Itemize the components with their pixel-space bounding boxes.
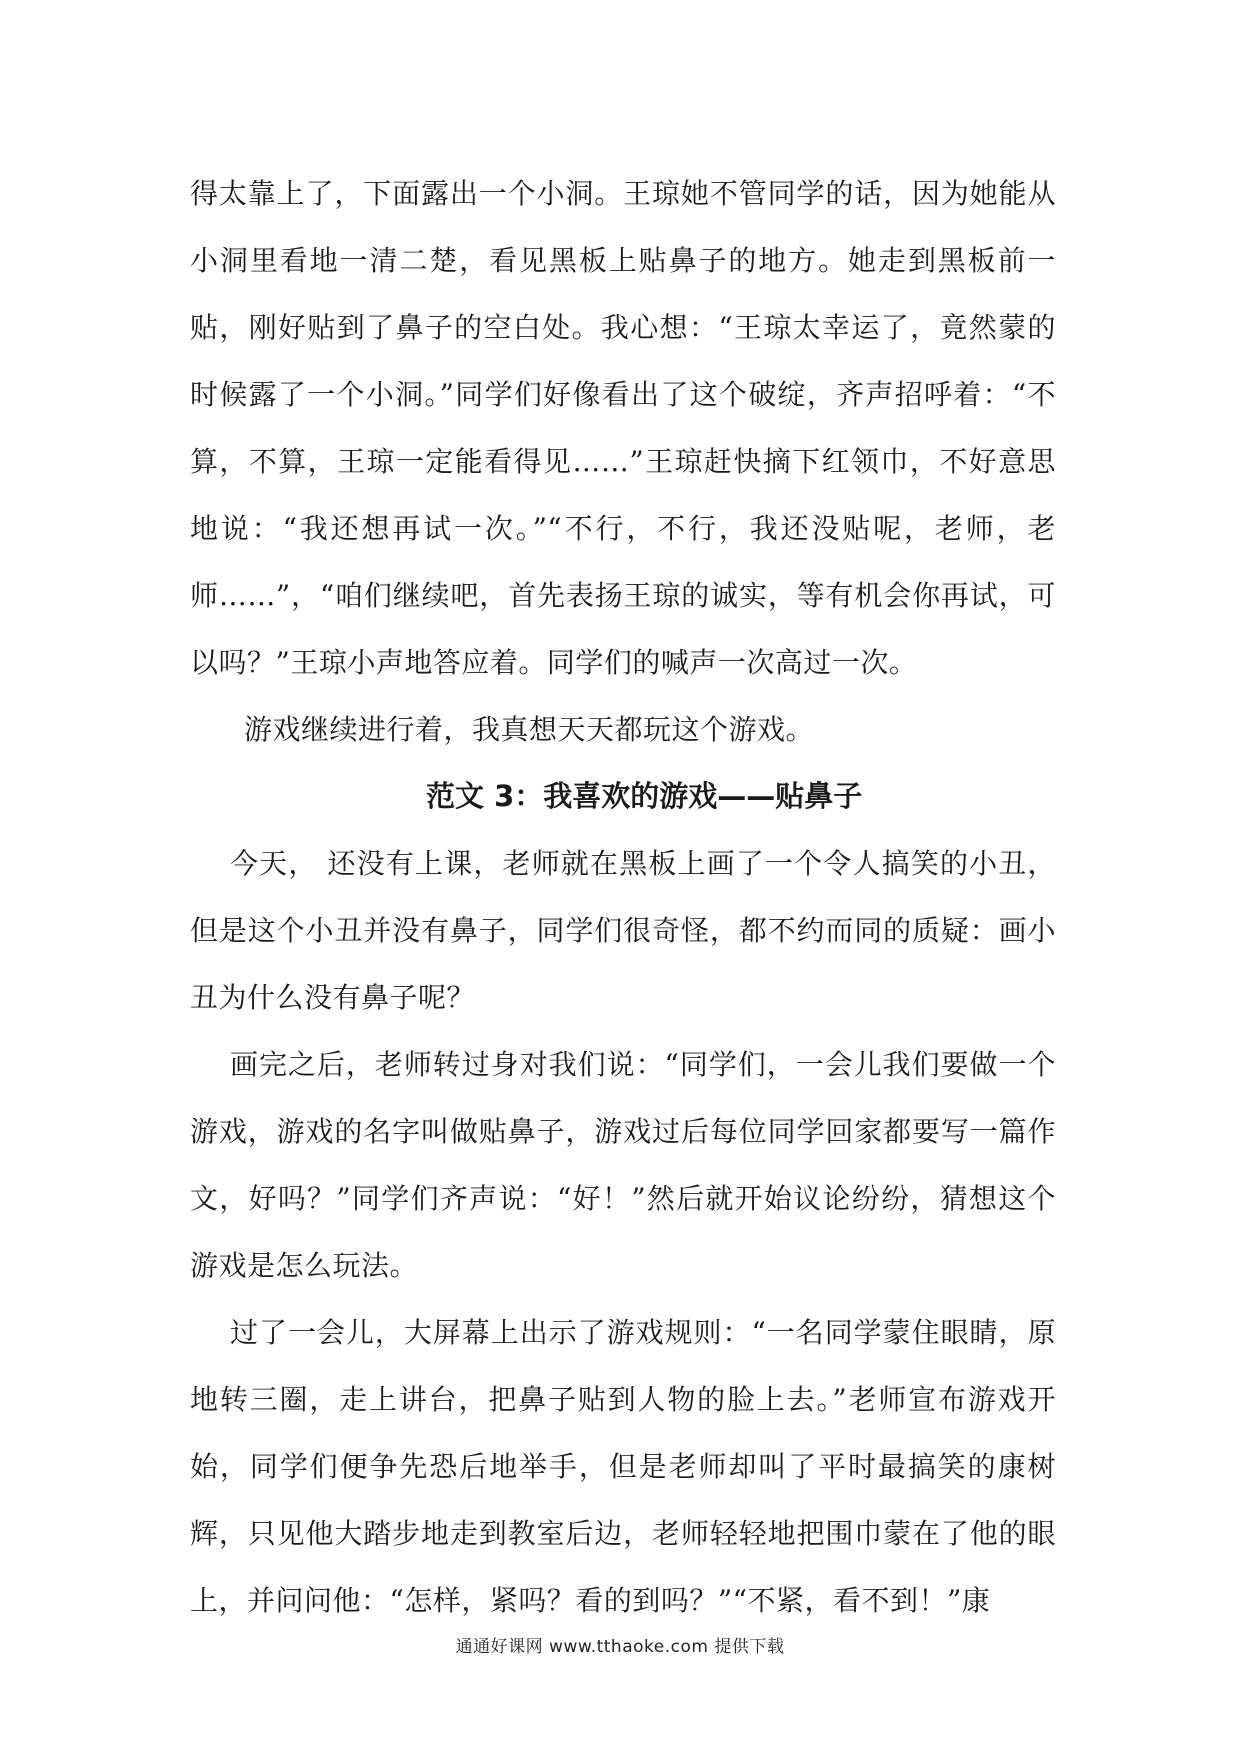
document-body (190, 160, 1056, 1634)
paragraph-1: 得太靠上了，下面露出一个小洞。王琼她不管同学的话，因为她能从小洞里看地一清二楚，看见黑板上贴鼻子的地方。她走到黑板前一贴，刚好贴到了鼻子的空白处。我心想：“王琼太幸运了，竟然蒙的时候露了一个小洞。”同学们好像看出了这个破绽，齐声招呼着：“不算，不算，王琼一定能看得见……”王琼赶快摘下红领巾，不好意思地说：“我还想再试一次。”“不行，不行，我还没贴呢，老师，老师……”，“咱们继续吧，首先表扬王琼的诚实，等有机会你再试，可以吗？”王琼小声地答应着。同学们的喊声一次高过一次。 (190, 177, 1056, 679)
page-footer: 通通好课网 www.tthaoke.com 提供下载 (455, 1637, 785, 1657)
paragraph-2: 游戏继续进行着，我真想天天都玩这个游戏。 (244, 713, 815, 746)
paragraph-4: 画完之后，老师转过身对我们说：“同学们，一会儿我们要做一个游戏，游戏的名字叫做贴鼻子，游戏过后每位同学回家都要写一篇作文，好吗？”同学们齐声说：“好！”然后就开始议论纷纷，猜想这个游戏是怎么玩法。 (190, 1048, 1056, 1282)
paragraph-5: 过了一会儿，大屏幕上出示了游戏规则：“一名同学蒙住眼睛，原地转三圈，走上讲台，把鼻子贴到人物的脸上去。”老师宣布游戏开始，同学们便争先恐后地举手，但是老师却叫了平时最搞笑的康树辉，只见他大踏步地走到教室后边，老师轻轻地把围巾蒙在了他的眼上，并问问他：“怎样，紧吗？看的到吗？”“不紧，看不到！”康 (190, 1316, 1056, 1617)
section-title: 范文 3：我喜欢的游戏——贴鼻子 (426, 779, 863, 813)
paragraph-3: 今天， 还没有上课，老师就在黑板上画了一个令人搞笑的小丑，但是这个小丑并没有鼻子，同学们很奇怪，都不约而同的质疑：画小丑为什么没有鼻子呢？ (190, 847, 1056, 1014)
